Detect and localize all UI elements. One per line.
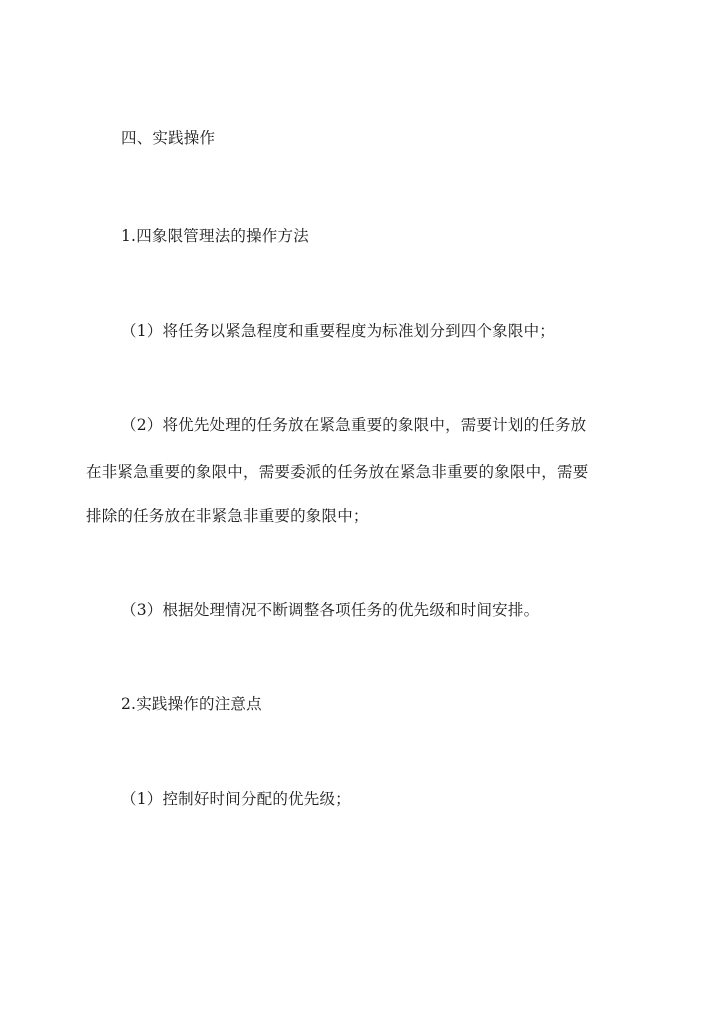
paragraph-item-1: （1）将任务以紧急程度和重要程度为标准划分到四个象限中； bbox=[121, 322, 555, 340]
paragraph-item-2-line-1: （2）将优先处理的任务放在紧急重要的象限中，需要计划的任务放 bbox=[121, 416, 587, 434]
subsection-heading-notes: 2.实践操作的注意点 bbox=[121, 695, 262, 713]
section-heading: 四、实践操作 bbox=[121, 129, 216, 147]
paragraph-item-3: （3）根据处理情况不断调整各项任务的优先级和时间安排。 bbox=[121, 601, 540, 619]
subsection-heading-operation-method: 1.四象限管理法的操作方法 bbox=[121, 227, 309, 245]
paragraph-item-2-line-3: 排除的任务放在非紧急非重要的象限中； bbox=[86, 507, 369, 525]
notes-item-1: （1）控制好时间分配的优先级； bbox=[121, 790, 351, 808]
paragraph-item-2-line-2: 在非紧急重要的象限中，需要委派的任务放在紧急非重要的象限中，需要 bbox=[86, 463, 589, 481]
